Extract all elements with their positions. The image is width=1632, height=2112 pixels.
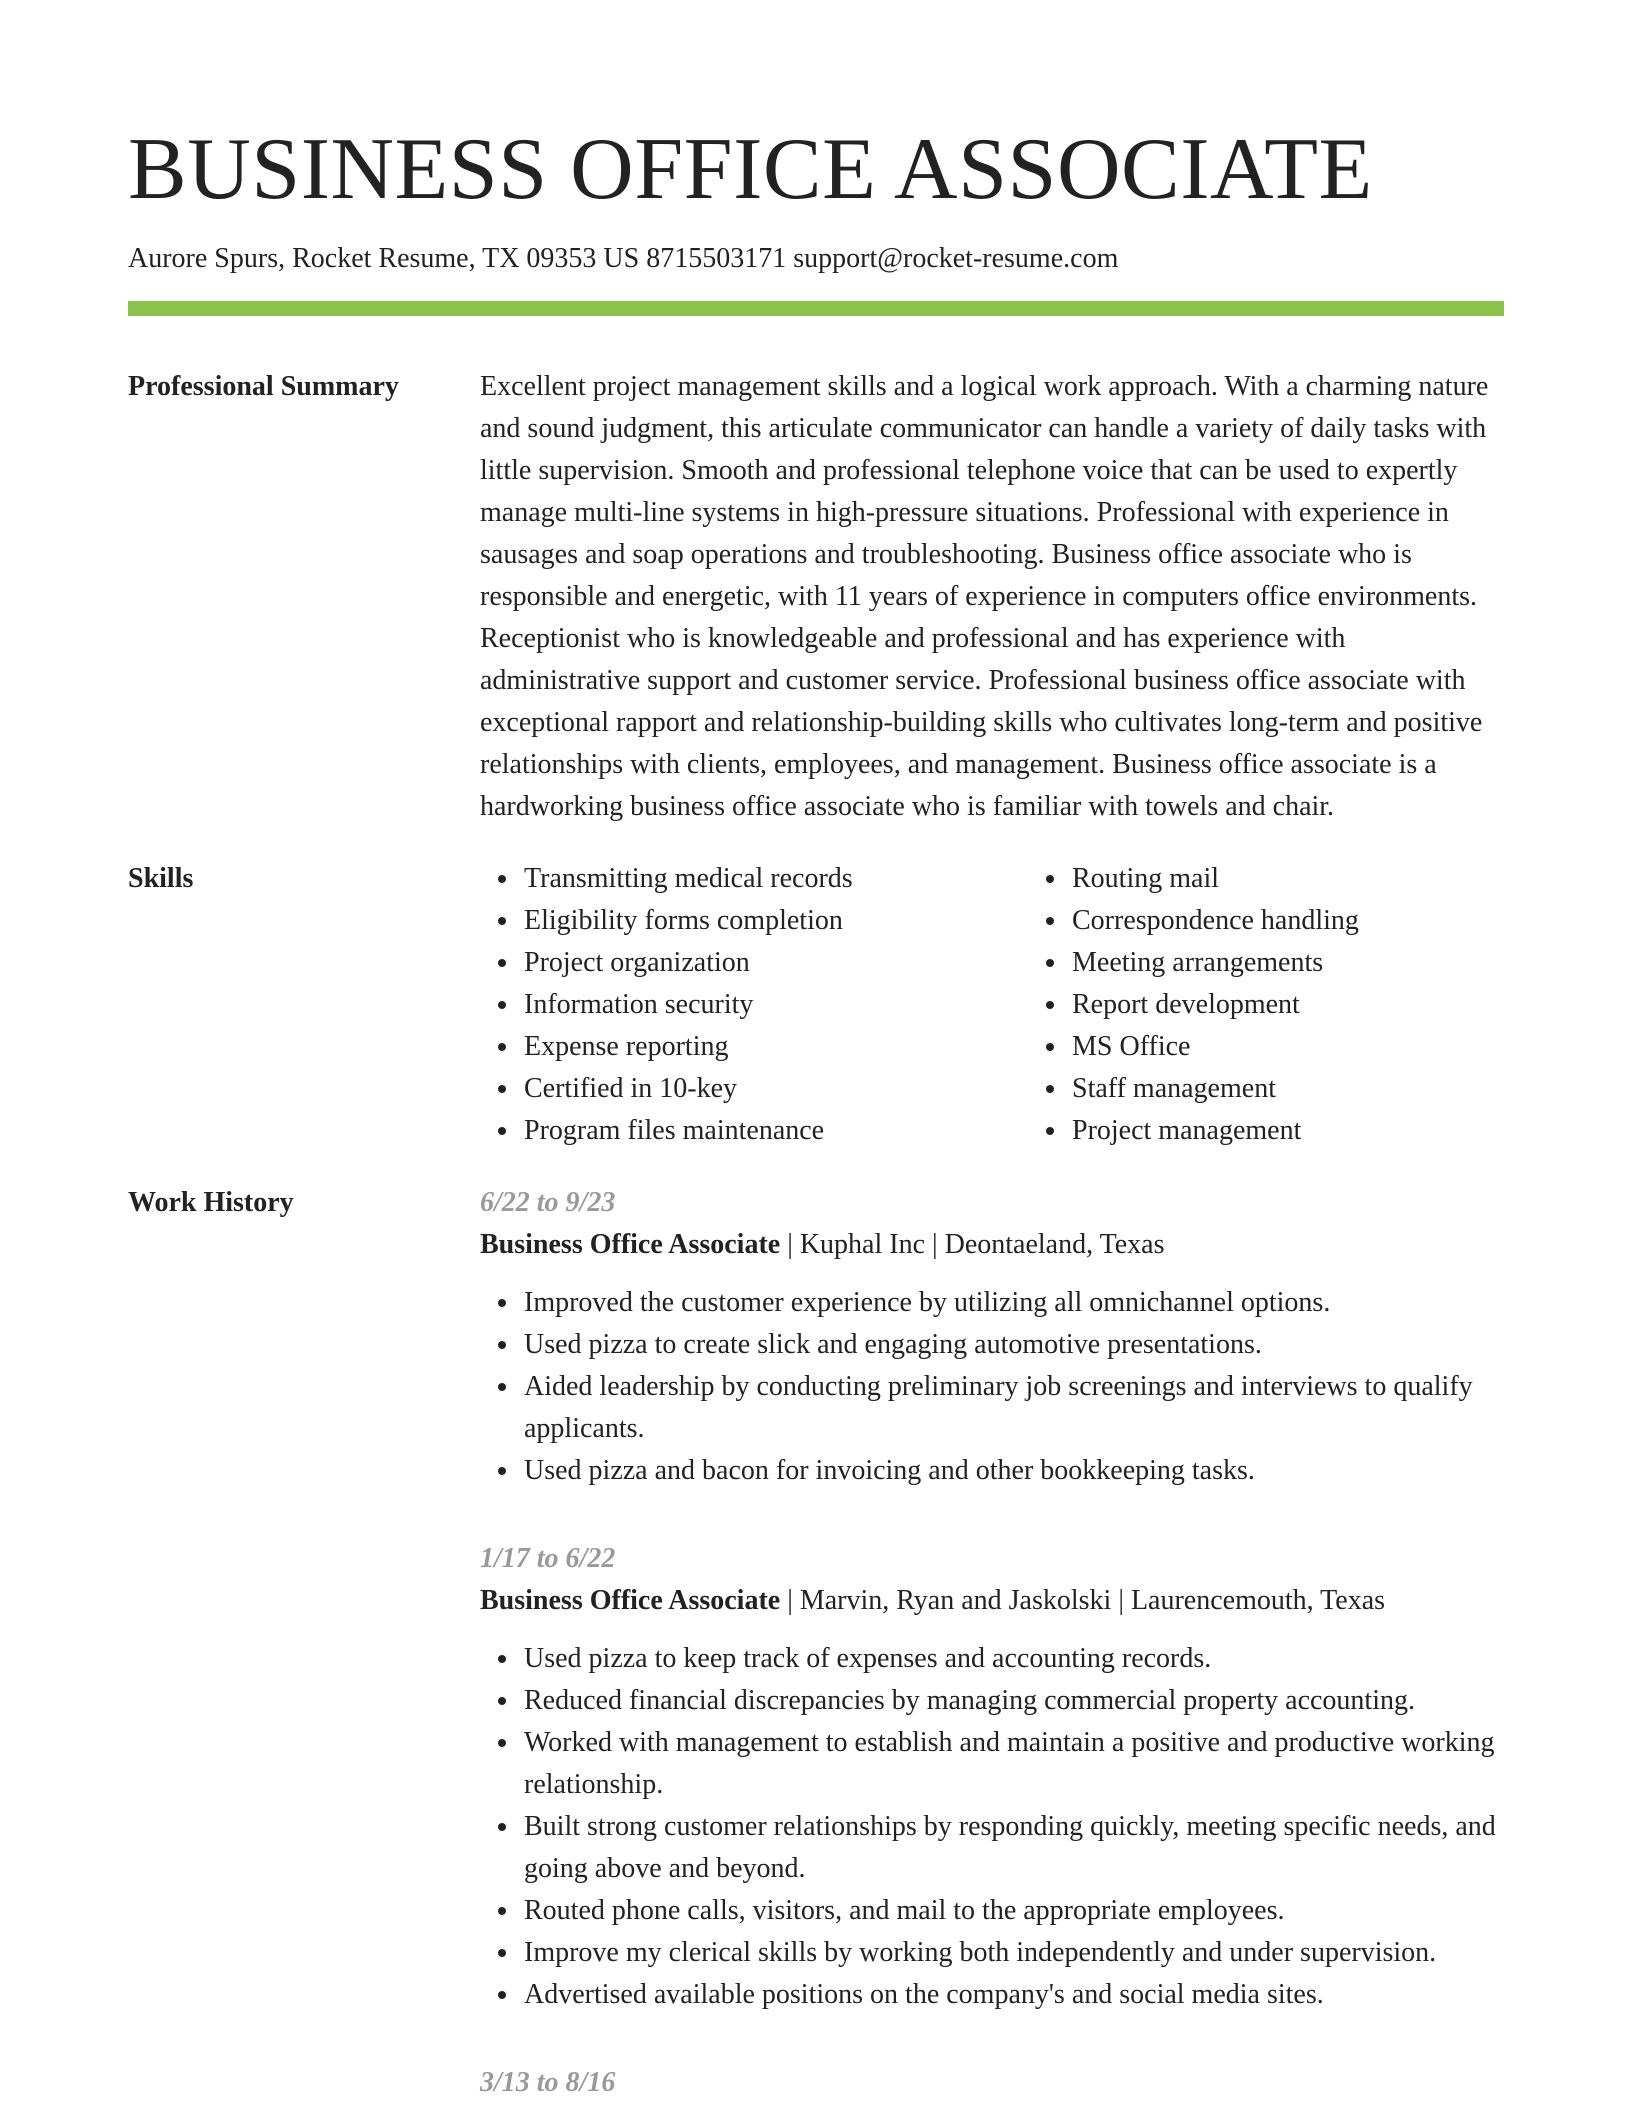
skills-column-left — [480, 858, 1028, 1152]
skill-item: Certified in 10-key — [524, 1068, 1028, 1110]
job-title: Business Office Associate — [480, 1585, 781, 1616]
duty-item: Routed phone calls, visitors, and mail to the appropriate employees. — [524, 1890, 1504, 1932]
work-history-section — [128, 1182, 1504, 2104]
skills-column-right — [1028, 858, 1576, 1152]
job-header — [480, 1580, 1504, 1622]
duty-item: Improve my clerical skills by working both independently and under supervision. — [524, 1932, 1504, 1974]
job-dates: 6/22 to 9/23 — [480, 1187, 616, 1218]
job-header — [480, 1224, 1504, 1266]
job-duties — [480, 1282, 1504, 1492]
duty-item: Used pizza to keep track of expenses and accounting records. — [524, 1638, 1504, 1680]
job-title: Business Office Associate — [480, 1229, 781, 1260]
summary-section — [128, 366, 1504, 828]
skill-item: Program files maintenance — [524, 1110, 1028, 1152]
skill-item: Report development — [1072, 984, 1576, 1026]
summary-heading: Professional Summary — [128, 371, 399, 402]
skills-list — [480, 858, 1576, 1152]
skill-item: MS Office — [1072, 1026, 1576, 1068]
skill-item: Expense reporting — [524, 1026, 1028, 1068]
duty-item: Used pizza to create slick and engaging automotive presentations. — [524, 1324, 1504, 1366]
job-entry — [480, 1182, 1504, 1492]
duty-item: Worked with management to establish and maintain a positive and productive working relationship. — [524, 1722, 1504, 1806]
job-dates: 1/17 to 6/22 — [480, 1543, 616, 1574]
skills-heading: Skills — [128, 863, 194, 894]
skill-item: Staff management — [1072, 1068, 1576, 1110]
work-history-heading: Work History — [128, 1187, 294, 1218]
skill-item: Meeting arrangements — [1072, 942, 1576, 984]
job-entry — [480, 2062, 1504, 2104]
skill-item: Information security — [524, 984, 1028, 1026]
duty-item: Improved the customer experience by utilizing all omnichannel options. — [524, 1282, 1504, 1324]
skills-section — [128, 858, 1504, 1152]
contact-line: Aurore Spurs, Rocket Resume, TX 09353 US 8715503171 support@rocket-resume.com — [128, 243, 1119, 274]
duty-item: Built strong customer relationships by responding quickly, meeting specific needs, and going above and beyond. — [524, 1806, 1504, 1890]
skill-item: Project organization — [524, 942, 1028, 984]
job-entry — [480, 1538, 1504, 2016]
skill-item: Routing mail — [1072, 858, 1576, 900]
skill-item: Project management — [1072, 1110, 1576, 1152]
skill-item: Correspondence handling — [1072, 900, 1576, 942]
job-dates: 3/13 to 8/16 — [480, 2067, 616, 2098]
duty-item: Advertised available positions on the company's and social media sites. — [524, 1974, 1504, 2016]
duty-item: Reduced financial discrepancies by managing commercial property accounting. — [524, 1680, 1504, 1722]
header-divider — [128, 301, 1504, 316]
duty-item: Aided leadership by conducting preliminary job screenings and interviews to qualify applicants. — [524, 1366, 1504, 1450]
summary-text: Excellent project management skills and a logical work approach. With a charming nature and sound judgment, this articulate communicator can handle a variety of daily tasks with little supervision. Smooth and professional telephone voice that can be used to expertly manage multi-line systems in high-pressure situations. Professional with experience in sausages and soap operations and troubleshooting. Business office associate who is responsible and energetic, with 11 years of experience in computers office environments. Receptionist who is knowledgeable and professional and has experience with administrative support and customer service. Professional business office associate with exceptional rapport and relationship-building skills who cultivates long-term and positive relationships with clients, employees, and management. Business office associate is a hardworking business office associate who is familiar with towels and chair. — [480, 371, 1489, 822]
job-duties — [480, 1638, 1504, 2016]
job-details: | Marvin, Ryan and Jaskolski | Laurencemouth, Texas — [780, 1585, 1386, 1616]
work-history-list — [480, 1182, 1504, 2104]
page-title: BUSINESS OFFICE ASSOCIATE — [128, 121, 1373, 218]
duty-item: Used pizza and bacon for invoicing and other bookkeeping tasks. — [524, 1450, 1504, 1492]
skill-item: Eligibility forms completion — [524, 900, 1028, 942]
job-details: | Kuphal Inc | Deontaeland, Texas — [780, 1229, 1165, 1260]
skill-item: Transmitting medical records — [524, 858, 1028, 900]
